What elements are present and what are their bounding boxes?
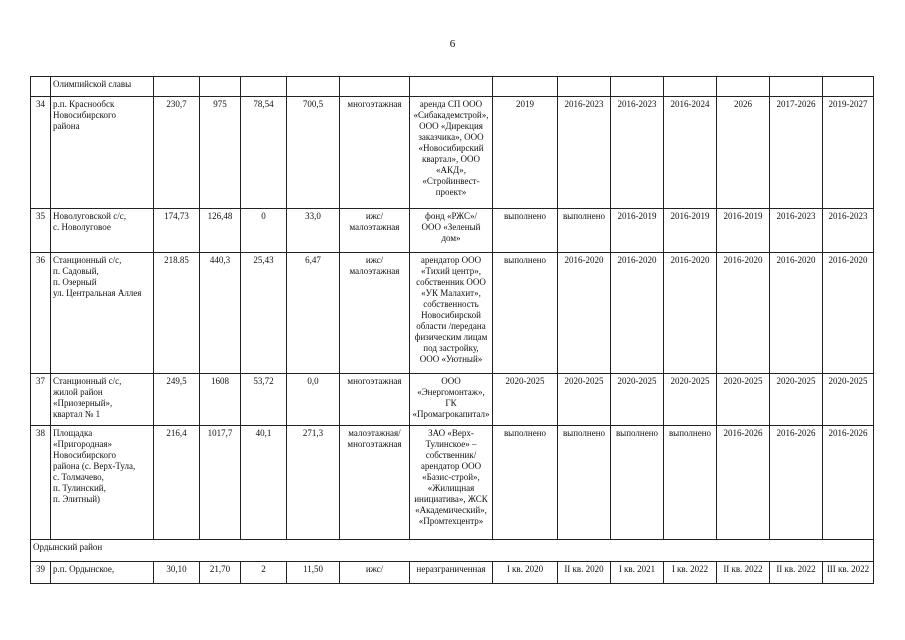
cell-line: р.п. Ордынское,: [53, 564, 115, 574]
stage-period: III кв. 2022: [823, 562, 874, 584]
row-number: [31, 77, 51, 97]
cell-line: п. Садовый,: [53, 266, 99, 276]
cell-line: под застройку,: [423, 343, 479, 353]
page-number: 6: [449, 38, 456, 50]
settlement-name: [51, 97, 154, 209]
stage-period: 2016-2020: [823, 253, 874, 374]
empty-cell: [493, 77, 558, 97]
stage-period: 2020-2025: [770, 374, 823, 426]
value-v1: 249,5: [154, 374, 200, 426]
cell-line: «Приозерный»,: [53, 398, 113, 408]
cell-line: «Промагрокапитал»: [412, 409, 490, 419]
table-body: [31, 77, 874, 584]
cell-line: малоэтажная: [349, 266, 400, 276]
stage-period: I кв. 2020: [493, 562, 558, 584]
owner-info: [410, 562, 493, 584]
empty-cell: [410, 77, 493, 97]
empty-cell: [340, 77, 410, 97]
cell-line: собственность: [423, 299, 479, 309]
building-type: [340, 97, 410, 209]
cell-line: ижс/: [365, 255, 384, 265]
value-v3: 25,43: [241, 253, 287, 374]
stage-period: 2016-2023: [558, 97, 611, 209]
cell-line: Новосибирской: [421, 310, 481, 320]
building-type: [340, 209, 410, 253]
region-label: Ордынский район: [31, 540, 874, 562]
table-row: [31, 562, 874, 584]
cell-line: ООО: [441, 376, 461, 386]
stage-period: 2020-2025: [493, 374, 558, 426]
stage-period: выполнено: [664, 426, 717, 540]
stage-period: 2016-2026: [717, 426, 770, 540]
empty-cell: [664, 77, 717, 97]
table-row: [31, 426, 874, 540]
cell-line: Тулинское» –: [425, 439, 477, 449]
value-v3: 78,54: [241, 97, 287, 209]
cell-line: Станционный с/с,: [53, 255, 122, 265]
cell-line: дом»: [441, 233, 461, 243]
stage-period: 2016-2019: [664, 209, 717, 253]
cell-line: ижс/: [365, 211, 384, 221]
empty-cell: [287, 77, 340, 97]
value-v1: 174,73: [154, 209, 200, 253]
building-type: [340, 426, 410, 540]
cell-line: арендатор ООО: [420, 461, 482, 471]
cell-line: п. Тулинский,: [53, 483, 106, 493]
value-v4: 11,50: [287, 562, 340, 584]
stage-period: 2016-2020: [770, 253, 823, 374]
cell-line: неразграниченная: [416, 564, 486, 574]
cell-line: «Новосибирский: [418, 143, 484, 153]
owner-info: [410, 253, 493, 374]
value-v4: 271,3: [287, 426, 340, 540]
stage-period: выполнено: [558, 209, 611, 253]
stage-period: 2016-2019: [717, 209, 770, 253]
value-v2: 1608: [200, 374, 241, 426]
cell-line: р.п. Краснообск: [53, 99, 115, 109]
building-type: [340, 374, 410, 426]
cell-line: «Тихий центр»,: [421, 266, 481, 276]
cell-line: «Промтехцентр»: [418, 516, 484, 526]
owner-info: [410, 426, 493, 540]
cell-line: Новосибирского: [53, 450, 116, 460]
cell-line: «Энергомонтаж»,: [417, 387, 485, 397]
cell-line: ЗАО «Верх-: [428, 428, 474, 438]
cell-line: заказчика», ООО: [418, 132, 484, 142]
stage-period: 2016-2023: [823, 209, 874, 253]
value-v4: 6,47: [287, 253, 340, 374]
stage-period: 2026: [717, 97, 770, 209]
empty-cell: [770, 77, 823, 97]
cell-line: квартал», ООО: [422, 154, 480, 164]
stage-period: 2020-2025: [823, 374, 874, 426]
cell-line: с. Новолуговое: [53, 222, 111, 232]
empty-cell: [241, 77, 287, 97]
table-row: [31, 374, 874, 426]
cell-line: района (с. Верх-Тула,: [53, 461, 136, 471]
cell-line: арендатор ООО: [420, 255, 482, 265]
stage-period: выполнено: [493, 209, 558, 253]
settlement-name: [51, 77, 154, 97]
value-v3: 40,1: [241, 426, 287, 540]
cell-line: Станционный с/с,: [53, 376, 122, 386]
stage-period: 2016-2020: [558, 253, 611, 374]
stage-period: выполнено: [611, 426, 664, 540]
cell-line: Новосибирского: [53, 110, 116, 120]
settlement-name: [51, 209, 154, 253]
cell-line: «Жилищная: [427, 483, 475, 493]
cell-line: «Академический»,: [415, 505, 487, 515]
stage-period: 2016-2023: [770, 209, 823, 253]
stage-period: 2016-2019: [611, 209, 664, 253]
settlement-name: [51, 253, 154, 374]
stage-period: II кв. 2022: [770, 562, 823, 584]
cell-line: области /передана: [416, 321, 486, 331]
stage-period: 2016-2020: [611, 253, 664, 374]
cell-line: «АКД»,: [436, 165, 466, 175]
value-v2: 1017,7: [200, 426, 241, 540]
stage-period: 2016-2023: [611, 97, 664, 209]
cell-line: проект»: [435, 187, 467, 197]
settlement-name: [51, 562, 154, 584]
stage-period: выполнено: [493, 426, 558, 540]
cell-line: жилой район: [53, 387, 103, 397]
cell-line: малоэтажная: [349, 222, 400, 232]
cell-line: собственник/: [425, 450, 477, 460]
settlement-name: [51, 374, 154, 426]
cell-line: «Базис-строй»,: [422, 472, 480, 482]
cell-line: ООО «Зеленый: [421, 222, 481, 232]
registry-table: [30, 76, 874, 584]
cell-line: многоэтажная: [347, 439, 402, 449]
cell-line: собственник ООО: [416, 277, 486, 287]
stage-period: II кв. 2020: [558, 562, 611, 584]
cell-line: многоэтажная: [347, 376, 402, 386]
value-v3: 2: [241, 562, 287, 584]
row-number: 39: [31, 562, 51, 584]
cell-line: ООО «Дирекция: [419, 121, 483, 131]
stage-period: 2016-2020: [664, 253, 717, 374]
stage-period: выполнено: [558, 426, 611, 540]
cell-line: «Стройинвест-: [422, 176, 480, 186]
value-v1: 230,7: [154, 97, 200, 209]
stage-period: 2020-2025: [611, 374, 664, 426]
empty-cell: [717, 77, 770, 97]
stage-period: II кв. 2022: [717, 562, 770, 584]
cell-line: ГК: [445, 398, 457, 408]
cell-line: п. Озерный: [53, 277, 97, 287]
value-v2: 440,3: [200, 253, 241, 374]
empty-cell: [558, 77, 611, 97]
cell-line: фонд «РЖС»/: [424, 211, 477, 221]
cell-line: ул. Центральная Аллея: [53, 288, 142, 298]
table-row: [31, 97, 874, 209]
cell-line: Олимпийской славы: [53, 79, 132, 89]
empty-cell: [200, 77, 241, 97]
row-number: 37: [31, 374, 51, 426]
cell-line: с. Толмачево,: [53, 472, 104, 482]
settlement-name: [51, 426, 154, 540]
stage-period: 2019: [493, 97, 558, 209]
value-v2: 975: [200, 97, 241, 209]
empty-cell: [154, 77, 200, 97]
cell-line: Площадка: [53, 428, 93, 438]
owner-info: [410, 209, 493, 253]
building-type: [340, 253, 410, 374]
value-v4: 0,0: [287, 374, 340, 426]
table-row: [31, 253, 874, 374]
stage-period: 2020-2025: [717, 374, 770, 426]
cell-line: многоэтажная: [347, 99, 402, 109]
empty-cell: [611, 77, 664, 97]
stage-period: 2017-2026: [770, 97, 823, 209]
stage-period: 2020-2025: [558, 374, 611, 426]
cell-line: «Пригородная»: [53, 439, 113, 449]
cell-line: квартал № 1: [53, 409, 101, 419]
cell-line: ООО «Уютный»: [419, 354, 483, 364]
cell-line: п. Элитный): [53, 494, 101, 504]
table-row: [31, 77, 874, 97]
cell-line: физическим лицам: [414, 332, 488, 342]
stage-period: 2016-2026: [770, 426, 823, 540]
cell-line: «УК Малахит»,: [421, 288, 481, 298]
stage-period: 2016-2020: [717, 253, 770, 374]
table-row: [31, 209, 874, 253]
stage-period: I кв. 2021: [611, 562, 664, 584]
value-v1: 30,10: [154, 562, 200, 584]
cell-line: Новолуговской с/с,: [53, 211, 126, 221]
cell-line: района: [53, 121, 80, 131]
row-number: 36: [31, 253, 51, 374]
cell-line: малоэтажная/: [348, 428, 401, 438]
value-v1: 216,4: [154, 426, 200, 540]
value-v4: 700,5: [287, 97, 340, 209]
value-v4: 33,0: [287, 209, 340, 253]
value-v1: 218.85: [154, 253, 200, 374]
row-number: 34: [31, 97, 51, 209]
building-type: [340, 562, 410, 584]
owner-info: [410, 374, 493, 426]
value-v3: 0: [241, 209, 287, 253]
row-number: 38: [31, 426, 51, 540]
cell-line: ижс/: [365, 564, 384, 574]
value-v2: 21,70: [200, 562, 241, 584]
value-v2: 126,48: [200, 209, 241, 253]
region-row: [31, 540, 874, 562]
stage-period: выполнено: [493, 253, 558, 374]
row-number: 35: [31, 209, 51, 253]
stage-period: 2016-2024: [664, 97, 717, 209]
value-v3: 53,72: [241, 374, 287, 426]
stage-period: 2016-2026: [823, 426, 874, 540]
stage-period: 2020-2025: [664, 374, 717, 426]
cell-line: инициатива», ЖСК: [414, 494, 488, 504]
cell-line: «Сибакадемстрой»,: [413, 110, 489, 120]
owner-info: [410, 97, 493, 209]
stage-period: I кв. 2022: [664, 562, 717, 584]
empty-cell: [823, 77, 874, 97]
stage-period: 2019-2027: [823, 97, 874, 209]
cell-line: аренда СП ООО: [419, 99, 483, 109]
